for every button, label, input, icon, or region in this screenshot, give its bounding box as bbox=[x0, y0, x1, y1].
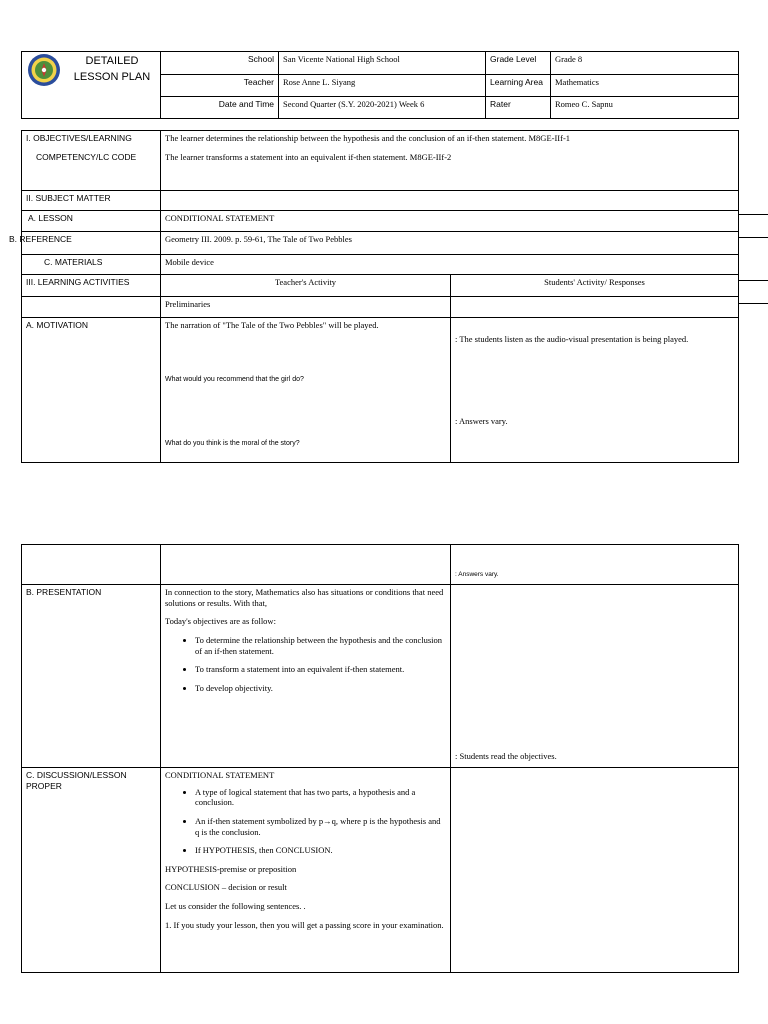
motivation-label: A. MOTIVATION bbox=[22, 318, 161, 463]
discussion-point: • If HYPOTHESIS, then CONCLUSION. bbox=[195, 845, 446, 856]
reference-label: B. REFERENCE bbox=[22, 232, 161, 255]
stray-cell-2 bbox=[738, 280, 768, 304]
presentation-response: : Students read the objectives. bbox=[455, 751, 557, 762]
grade-label: Grade Level bbox=[486, 52, 551, 75]
presentation-intro: In connection to the story, Mathematics also has situations or conditions that need solutions or results. With that, bbox=[165, 587, 444, 608]
consider-text: Let us consider the following sentences. . bbox=[165, 901, 306, 911]
objectives-label-line2: COMPETENCY/LC CODE bbox=[36, 151, 137, 162]
activities-label: III. LEARNING ACTIVITIES bbox=[22, 275, 161, 297]
discussion-point: • An if-then statement symbolized by p→q, where p is the hypothesis and q is the conclusion. bbox=[195, 816, 446, 837]
teacher-label: Teacher bbox=[161, 75, 279, 97]
discussion-title: CONDITIONAL STATEMENT bbox=[165, 770, 275, 780]
teacher-activity-header: Teacher's Activity bbox=[161, 275, 451, 297]
lesson-label: A. LESSON bbox=[22, 211, 161, 232]
example-1: 1. If you study your lesson, then you will get a passing score in your examination. bbox=[165, 919, 444, 930]
rater-value: Romeo C. Sapnu bbox=[551, 97, 739, 119]
motivation-cell bbox=[161, 318, 451, 463]
motivation-text-1: The narration of "The Tale of the Two Pebbles" will be played. bbox=[165, 320, 379, 330]
lesson-table-1 bbox=[9, 130, 739, 463]
materials-label: C. MATERIALS bbox=[22, 255, 161, 275]
motivation-question-2: What do you think is the moral of the story? bbox=[165, 440, 300, 447]
teacher-value: Rose Anne L. Siyang bbox=[279, 75, 486, 97]
materials-value: Mobile device bbox=[161, 255, 739, 275]
discussion-point: • A type of logical statement that has two parts, a hypothesis and a conclusion. bbox=[195, 787, 446, 808]
school-label: School bbox=[161, 52, 279, 75]
presentation-cell bbox=[161, 585, 451, 768]
area-value: Mathematics bbox=[551, 75, 739, 97]
conclusion-definition: CONCLUSION – decision or result bbox=[165, 882, 287, 893]
objective-item: • To transform a statement into an equivalent if-then statement. bbox=[195, 664, 446, 675]
datetime-value: Second Quarter (S.Y. 2020-2021) Week 6 bbox=[279, 97, 486, 119]
motivation-response-cell bbox=[451, 318, 739, 463]
lesson-table-2 bbox=[21, 544, 739, 973]
motivation-response-1: : The students listen as the audio-visual presentation is being played. bbox=[455, 334, 689, 344]
student-activity-header: Students' Activity/ Responses bbox=[451, 275, 739, 297]
discussion-points bbox=[165, 787, 446, 856]
objective-item: • To determine the relationship between the hypothesis and the conclusion of an if-then statement. bbox=[195, 635, 446, 656]
discussion-label: C. DISCUSSION/LESSON PROPER bbox=[22, 768, 161, 973]
preliminaries: Preliminaries bbox=[161, 297, 451, 318]
subject-matter-label: II. SUBJECT MATTER bbox=[22, 191, 161, 211]
objective-item: • To develop objectivity. bbox=[195, 683, 446, 694]
objectives-label-line1: I. OBJECTIVES/LEARNING bbox=[26, 133, 132, 143]
grade-value: Grade 8 bbox=[551, 52, 739, 75]
datetime-label: Date and Time bbox=[161, 97, 279, 119]
lesson-value: CONDITIONAL STATEMENT bbox=[161, 211, 739, 232]
objectives-intro: Today's objectives are as follow: bbox=[165, 616, 276, 627]
objectives-list bbox=[165, 635, 446, 694]
objectives-text bbox=[161, 131, 739, 191]
discussion-cell bbox=[161, 768, 451, 973]
deped-seal-icon bbox=[27, 53, 61, 87]
motivation-question-1: What would you recommend that the girl do? bbox=[165, 376, 304, 383]
area-label: Learning Area bbox=[486, 75, 551, 97]
motivation-response-2: : Answers vary. bbox=[455, 416, 508, 426]
reference-value: Geometry III. 2009. p. 59-61, The Tale of Two Pebbles bbox=[161, 232, 739, 255]
answers-vary-note: : Answers vary. bbox=[455, 570, 499, 578]
objectives-label bbox=[22, 131, 161, 191]
school-value: San Vicente National High School bbox=[279, 52, 486, 75]
rater-label: Rater bbox=[486, 97, 551, 119]
stray-cell-1 bbox=[738, 214, 768, 238]
hypothesis-definition: HYPOTHESIS-premise or preposition bbox=[165, 863, 297, 874]
lesson-plan-title: DETAILED LESSON PLAN bbox=[73, 55, 151, 83]
presentation-label: B. PRESENTATION bbox=[22, 585, 161, 768]
objective-1: The learner determines the relationship between the hypothesis and the conclusion of an if-then statement. M8GE-IIf-1 bbox=[165, 133, 571, 143]
objective-2: The learner transforms a statement into an equivalent if-then statement. M8GE-IIf-2 bbox=[165, 151, 452, 162]
